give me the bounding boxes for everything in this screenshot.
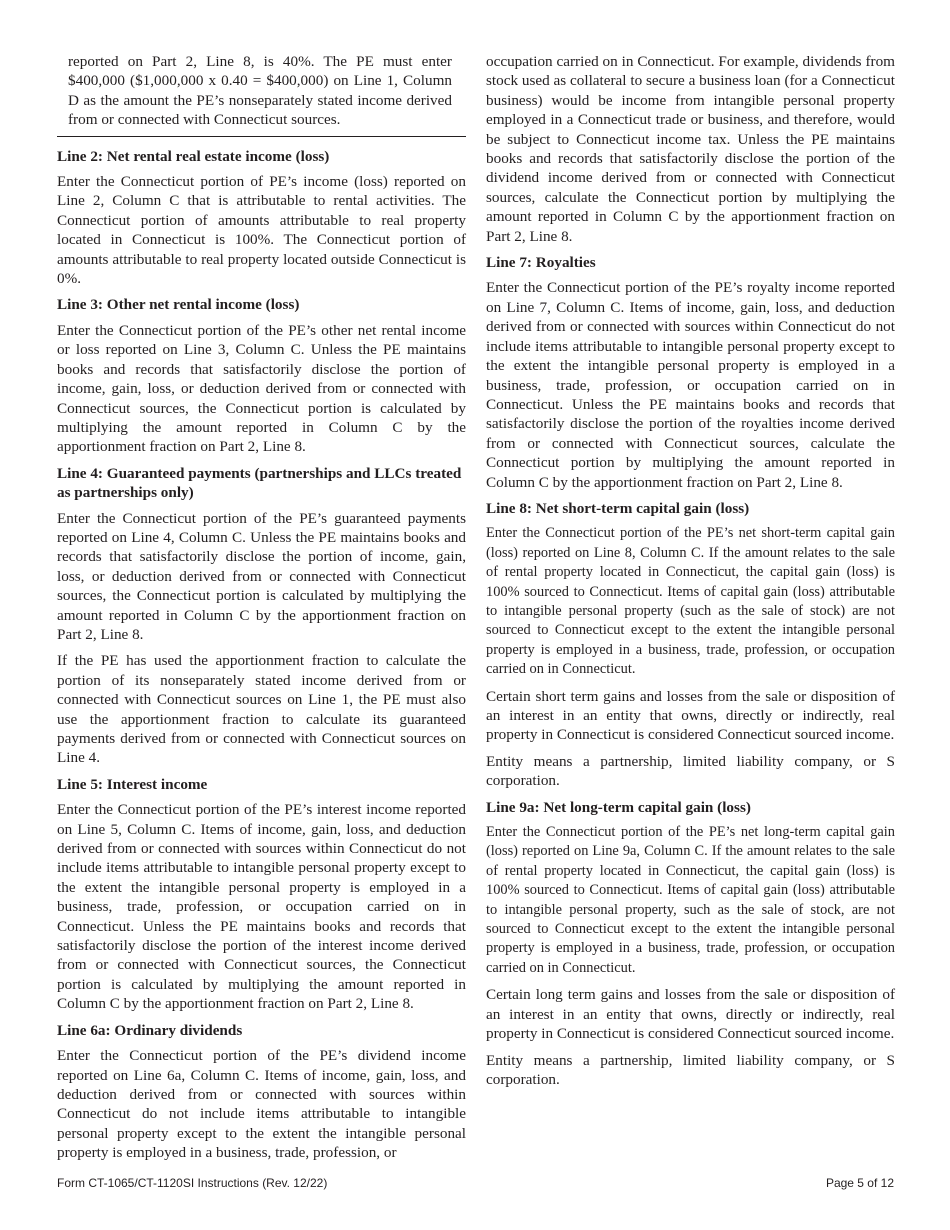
heading-line-8: Line 8: Net short-term capital gain (loss) [486,499,750,517]
paragraph: Enter the Connecticut portion of PE’s income (loss) reported on Line 2, Column C that is attributable to rental activities. The Connecticut portion of amounts attributable to real property located in Connecticut is 100%. The Connecticut portion of amounts attributable to real property located outside Connecticut is 0%. [57,173,466,288]
paragraph: Enter the Connecticut portion of the PE’s royalty income reported on Line 7, Column C. Items of income, gain, loss, and deduction derived from or connected with sources within Connecticut do not include items attributable to intangible personal property except to the extent the intangible personal property is employed in a business, trade, profession, or occupation carried on in Connecticut. Unless the PE maintains books and records that satisfactorily disclose the portion of the royalties income derived from or connected with Connecticut sources, calculate the Connecticut portion by multiplying the amount reported in Column C by the apportionment fraction on Part 2, Line 8. [486,279,895,491]
footer-form-title: Form CT-1065/CT-1120SI Instructions (Rev. 12/22) [57,1176,328,1190]
paragraph: Enter the Connecticut portion of the PE’s dividend income reported on Line 6a, Column C. Items of income, gain, loss, and deduction derived from or connected with sources within Connecticut do not include items attributable to intangible personal property except to the extent the intangible personal property is employed in a business, trade, profession, or [57,1047,466,1162]
paragraph: Certain long term gains and losses from the sale or disposition of an interest in an entity that owns, directly or indirectly, real property in Connecticut is considered Connecticut sourced income. [486,986,895,1043]
paragraph: Entity means a partnership, limited liability company, or S corporation. [486,752,895,790]
section-divider [57,136,466,137]
paragraph: Enter the Connecticut portion of the PE’s guaranteed payments reported on Line 4, Column C. Unless the PE maintains books and records that satisfactorily disclose the portion of income, gain, loss, or deduction derived from or connected with Connecticut sources, the Connecticut portion is calculated by multiplying the amount reported in Column C by the apportionment fraction on Part 2, Line 8. [57,509,466,643]
paragraph: Enter the Connecticut portion of the PE’s net short-term capital gain (loss) reported on Line 8, Column C. If the amount relates to the sale of rental property located in Connecticut, the capital gain (loss) is 100% sourced to Connecticut. Items of capital gain (loss) attributable to intangible personal property (such as the sale of stock) are not sourced to Connecticut except to the extent the intangible personal property is employed in a business, trade, profession, or occupation carried on in Connecticut. [486,525,895,678]
heading-line-9a: Line 9a: Net long-term capital gain (loss) [486,798,751,816]
right-column [486,52,895,1096]
heading-line-7: Line 7: Royalties [486,254,596,272]
paragraph: Entity means a partnership, limited liability company, or S corporation. [486,1051,895,1088]
heading-line-6a: Line 6a: Ordinary dividends [57,1021,243,1039]
paragraph: Certain short term gains and losses from the sale or disposition of an interest in an entity that owns, directly or indirectly, real property in Connecticut is considered Connecticut sourced income. [486,687,895,744]
heading-line-4: Line 4: Guaranteed payments (partnerships and LLCs treated as partnerships only) [57,464,462,502]
footer-page-number: Page 5 of 12 [825,1176,894,1190]
paragraph: If the PE has used the apportionment fraction to calculate the portion of its nonseparately stated income derived from or connected with Connecticut sources on Line 1, the PE must also use the apportionment fraction to calculate its guaranteed payments derived from or connected with Connecticut sources on Line 4. [57,652,466,767]
heading-line-2: Line 2: Net rental real estate income (loss) [57,147,330,165]
paragraph: Enter the Connecticut portion of the PE’s net long-term capital gain (loss) reported on Line 9a, Column C. If the amount relates to the sale of rental property located in Connecticut, the capital gain (loss) is 100% sourced to Connecticut. Items of capital gain (loss) attributable to intangible personal property, such as the sale of stock, are not sourced to Connecticut except to the extent the intangible personal property is employed in a business, trade, profession, or occupation carried on in Connecticut. [486,824,895,976]
left-column [57,52,466,1170]
paragraph: Enter the Connecticut portion of the PE’s interest income reported on Line 5, Column C. Items of income, gain, loss, and deduction derived from or connected with sources within Connecticut do not include items attributable to intangible personal property except to the extent the intangible personal property is employed in a business, trade, profession, or occupation carried on in Connecticut. Unless the PE maintains books and records that satisfactorily disclose the portion of the interest income derived from or connected with Connecticut sources, the Connecticut portion is calculated by multiplying the amount reported in Column C by the apportionment fraction on Part 2, Line 8. [57,801,466,1013]
heading-line-5: Line 5: Interest income [57,775,208,793]
intro-paragraph: reported on Part 2, Line 8, is 40%. The PE must enter $400,000 ($1,000,000 x 0.40 = $400,000) on Line 1, Column D as the amount the PE’s nonseparately stated income derived from or connected with Connecticut sources. [68,53,452,129]
paragraph: Enter the Connecticut portion of the PE’s other net rental income or loss reported on Line 3, Column C. Unless the PE maintains books and records that satisfactorily disclose the portion of income, gain, loss, or deduction derived from or connected with Connecticut sources, the Connecticut portion is calculated by multiplying the amount reported in Column C by the apportionment fraction on Part 2, Line 8. [57,321,466,456]
continuation-paragraph: occupation carried on in Connecticut. For example, dividends from stock used as collateral to secure a business loan (for a Connecticut business) would be income from intangible personal property employed in a Connecticut trade or business, and therefore, would be subject to Connecticut income tax. Unless the PE maintains books and records that satisfactorily disclose the portion of the dividend income derived from or connected with Connecticut sources, calculate the Connecticut portion by multiplying the amount reported in Column C by the apportionment fraction on Part 2, Line 8. [486,53,895,245]
heading-line-3: Line 3: Other net rental income (loss) [57,296,300,314]
